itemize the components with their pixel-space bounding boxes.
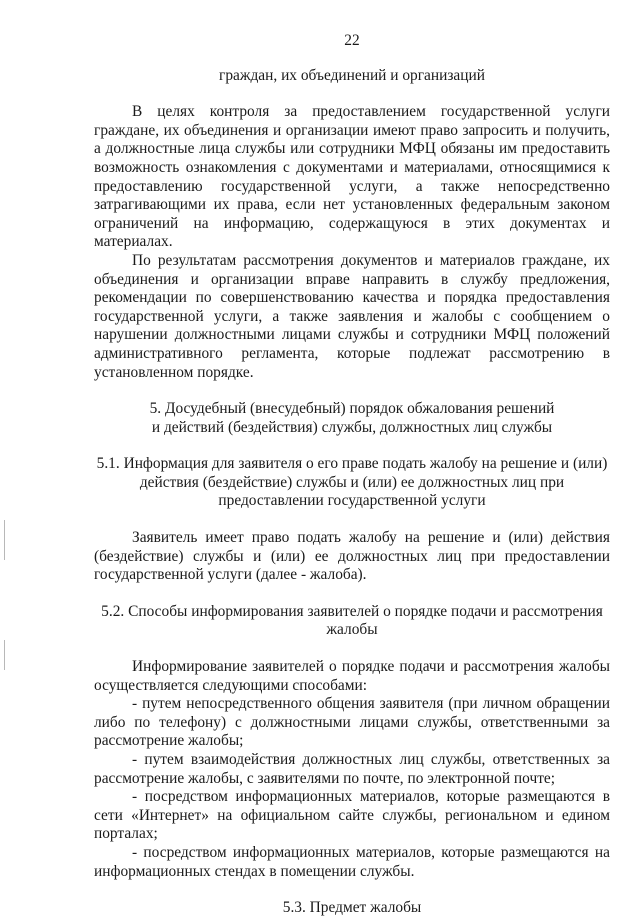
- section-5-title-line2: и действий (бездействия) службы, должностных лиц службы: [151, 418, 553, 436]
- section-5-title-line1: 5. Досудебный (внесудебный) порядок обжалования решений: [149, 400, 555, 418]
- list-item: - посредством информационных материалов, которые размещаются в сети «Интернет» на официальном сайте службы, региональном и едином порталах;: [94, 788, 610, 843]
- list-item: - посредством информационных материалов, которые размещаются на информационных стендах в помещении службы.: [94, 843, 610, 880]
- scan-edge-mark: [4, 520, 5, 560]
- scan-edge-mark: [4, 640, 5, 670]
- section-5-3-title: 5.3. Предмет жалобы: [282, 899, 422, 917]
- paragraph-results: По результатам рассмотрения документов и материалов граждане, их объединения и организации вправе направить в службу предложения, рекомендации по совершенствованию качества и порядка предоставления государственной услуги, а также заявления и жалобы с сообщением о нарушении должностными лицами службы и сотрудники МФЦ положений административного регламента, которые подлежат рассмотрению в установленном порядке.: [94, 251, 610, 381]
- paragraph-right: Заявитель имеет право подать жалобу на решение и (или) действия (бездействие) службы и (или) ее должностных лиц при предоставлении государственной услуги (далее - жалоба).: [94, 529, 610, 584]
- section-5-2-title: 5.2. Способы информирования заявителей о порядке подачи и рассмотрения жалобы: [101, 602, 603, 639]
- list-item: - путем взаимодействия должностных лиц службы, ответственных за рассмотрение жалобы, с заявителями по почте, по электронной почте;: [94, 751, 610, 787]
- header-continuation: граждан, их объединений и организаций: [219, 66, 485, 84]
- list-item: - путем непосредственного общения заявителя (при личном обращении либо по телефону) с должностными лицами службы, ответственными за рассмотрение жалобы;: [94, 695, 610, 750]
- page-number: 22: [344, 32, 360, 49]
- paragraph-control: В целях контроля за предоставлением государственной услуги граждане, их объединения и организации имеют право запросить и получить, а должностные лица службы или сотрудники МФЦ обязаны им предоставить возможность ознакомления с документами и материалами, относящимися к предоставлению государственной услуги, а также непосредственно затрагивающими их права, если нет установленных федеральным законом ограничений на информацию, содержащуюся в этих документах и материалах.: [94, 103, 610, 251]
- section-5-1-title: 5.1. Информация для заявителя о его праве подать жалобу на решение и (или) действия (бездействие) службы и (или) ее должностных лиц при предоставлении государственной услуги: [96, 455, 608, 510]
- paragraph-informing: Информирование заявителей о порядке подачи и рассмотрения жалобы осуществляется следующими способами:: [94, 658, 610, 694]
